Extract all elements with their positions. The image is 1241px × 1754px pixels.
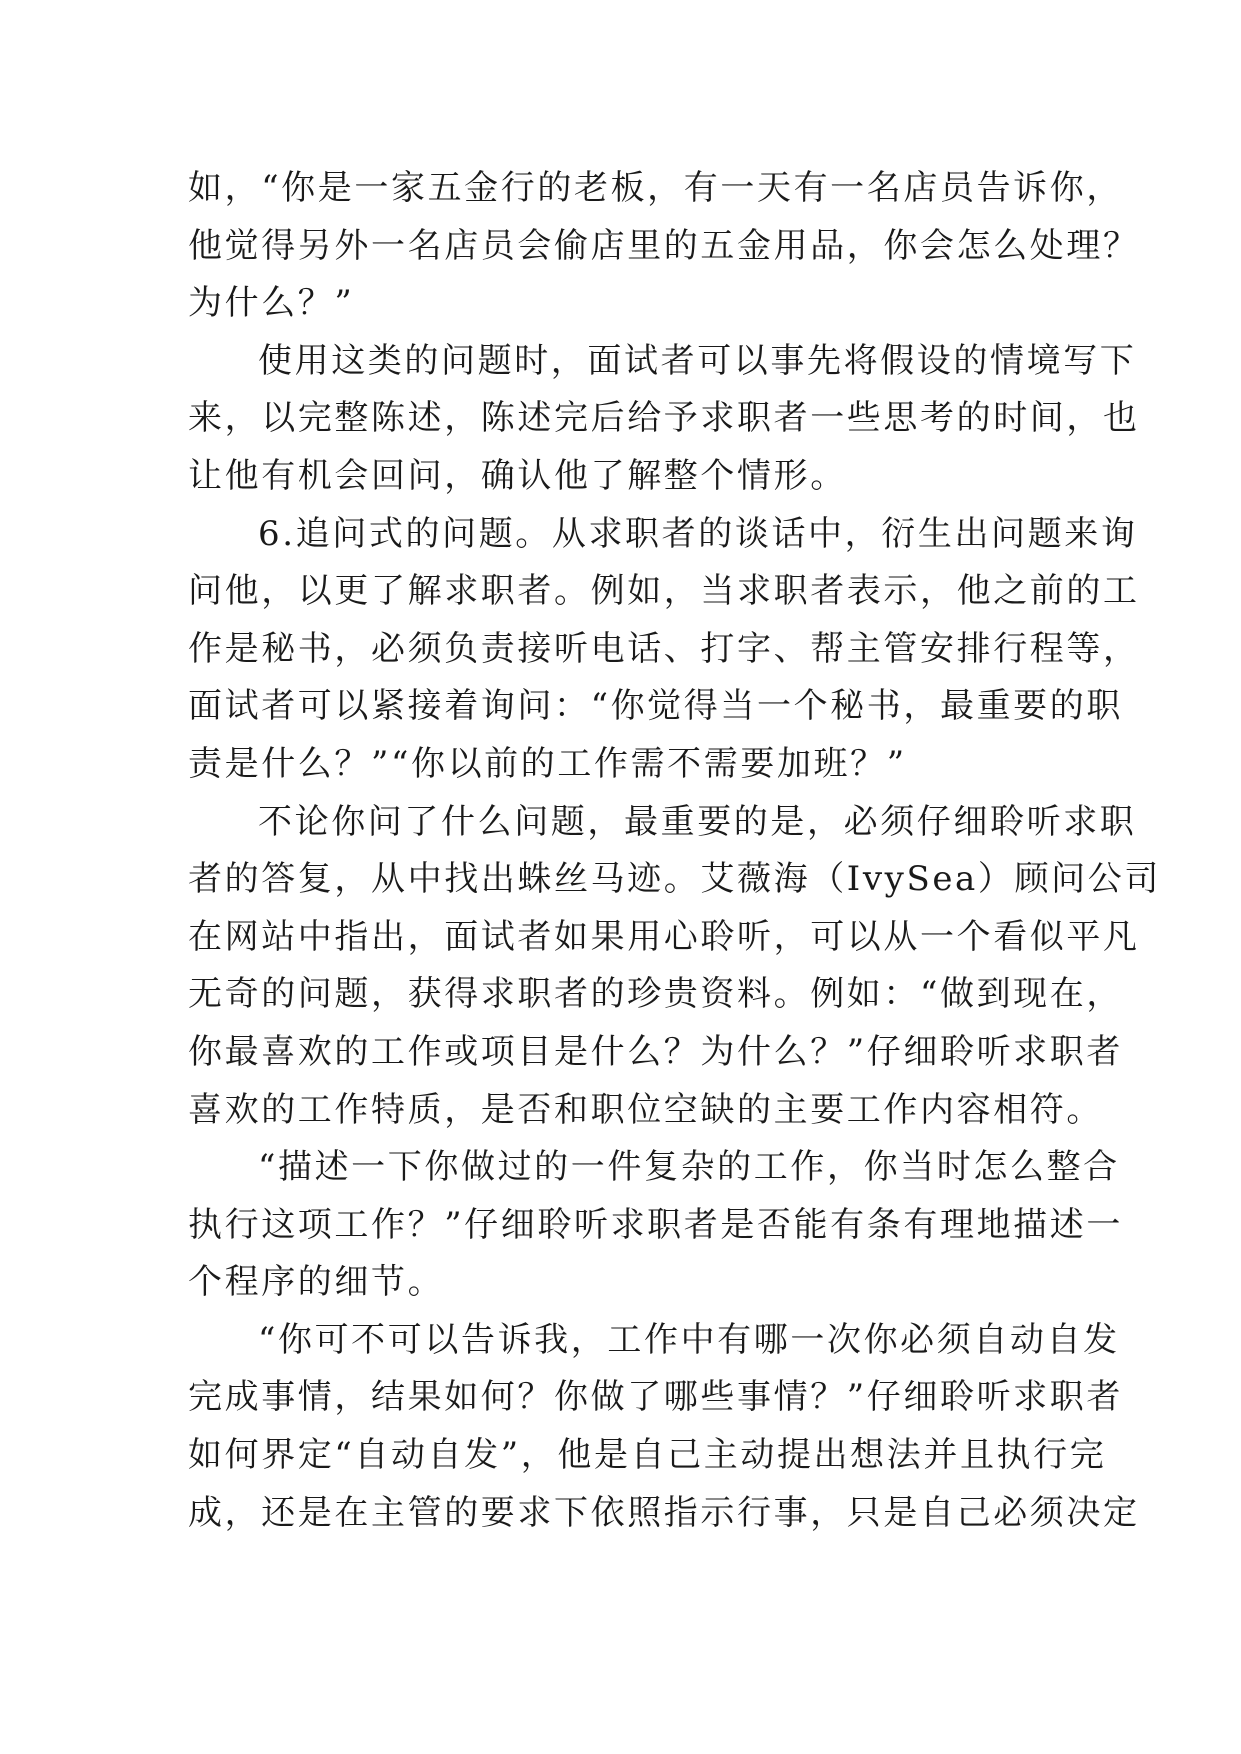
text-line: 来，以完整陈述，陈述完后给予求职者一些思考的时间，也	[188, 398, 1140, 439]
text-line: 执行这项工作？”仔细聆听求职者是否能有条有理地描述一	[188, 1204, 1123, 1245]
paragraph-start-line: “描述一下你做过的一件复杂的工作，你当时怎么整合	[258, 1147, 1120, 1188]
text-line: 为什么？”	[188, 283, 355, 324]
text-line: 如，“你是一家五金行的老板，有一天有一名店员告诉你，	[188, 168, 1123, 208]
text-line: 个程序的细节。	[188, 1262, 445, 1303]
paragraph-start-line: 使用这类的问题时，面试者可以事先将假设的情境写下	[258, 340, 1137, 381]
text-line: 面试者可以紧接着询问：“你觉得当一个秘书，最重要的职	[188, 686, 1123, 727]
text-line: 责是什么？”“你以前的工作需不需要加班？”	[188, 743, 907, 784]
paragraph-start-line: “你可不可以告诉我，工作中有哪一次你必须自动自发	[258, 1319, 1120, 1360]
text-line: 成，还是在主管的要求下依照指示行事，只是自己必须决定	[188, 1492, 1140, 1533]
text-line: 无奇的问题，获得求职者的珍贵资料。例如：“做到现在，	[188, 974, 1123, 1015]
body-text	[188, 160, 1161, 1542]
paragraph-start-line: 6.追问式的问题。从求职者的谈话中，衍生出问题来询	[258, 513, 1138, 554]
text-line: 如何界定“自动自发”，他是自己主动提出想法并且执行完	[188, 1435, 1107, 1476]
text-line: 作是秘书，必须负责接听电话、打字、帮主管安排行程等，	[188, 628, 1140, 669]
text-line: 者的答复，从中找出蛛丝马迹。艾薇海（IvySea）顾问公司	[188, 859, 1161, 900]
text-line: 问他，以更了解求职者。例如，当求职者表示，他之前的工	[188, 571, 1140, 612]
text-line: 你最喜欢的工作或项目是什么？为什么？”仔细聆听求职者	[188, 1031, 1123, 1072]
text-line: 他觉得另外一名店员会偷店里的五金用品，你会怎么处理？	[188, 225, 1140, 266]
text-line: 完成事情，结果如何？你做了哪些事情？”仔细聆听求职者	[188, 1377, 1123, 1418]
text-line: 在网站中指出，面试者如果用心聆听，可以从一个看似平凡	[188, 916, 1140, 957]
text-line: 让他有机会回问，确认他了解整个情形。	[188, 455, 847, 496]
text-line: 喜欢的工作特质，是否和职位空缺的主要工作内容相符。	[188, 1089, 1103, 1130]
paragraph-start-line: 不论你问了什么问题，最重要的是，必须仔细聆听求职	[258, 801, 1137, 842]
